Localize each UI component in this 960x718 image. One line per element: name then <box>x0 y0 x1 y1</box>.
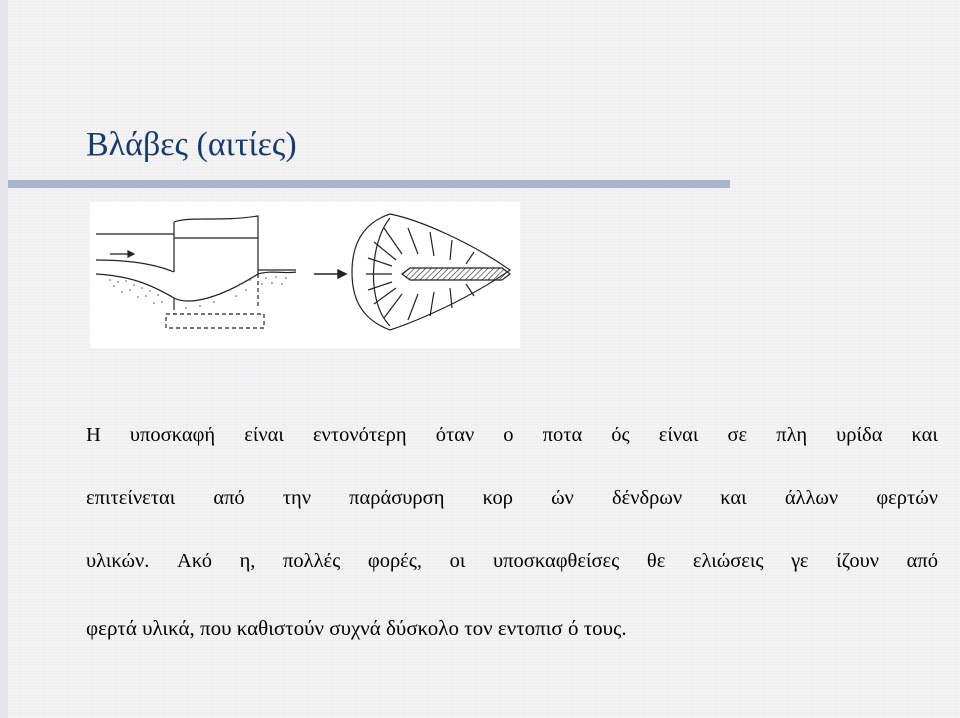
word: και <box>720 487 747 509</box>
word: είναι <box>658 424 699 446</box>
paragraph-line-1 <box>86 423 938 447</box>
word: υποσκαφθείσες <box>493 550 620 572</box>
word: όταν <box>435 424 475 446</box>
word: πλη <box>776 424 808 446</box>
word: Η <box>86 424 101 446</box>
title-divider <box>8 180 730 188</box>
word: εντονότερη <box>312 424 407 446</box>
word: υρίδα <box>836 424 883 446</box>
paragraph-line-2 <box>86 486 938 510</box>
word: γε <box>791 550 809 572</box>
word: την <box>282 487 312 509</box>
pier-plan <box>402 268 510 280</box>
word: από <box>906 550 938 572</box>
slide-title: Βλάβες (αιτίες) <box>86 126 297 163</box>
word: επιτείνεται <box>86 487 176 509</box>
word: και <box>911 424 938 446</box>
word: παράσυρση <box>349 487 445 509</box>
word: είναι <box>244 424 284 446</box>
word: Ακό <box>177 550 212 572</box>
word: από <box>213 487 245 509</box>
word: θε <box>646 550 666 572</box>
scour-diagram <box>90 202 520 348</box>
pier-cross-section <box>96 216 296 328</box>
word: ός <box>611 424 630 446</box>
slide-left-strip <box>0 0 8 718</box>
word: ίζουν <box>836 550 879 572</box>
word: κορ <box>482 487 513 509</box>
word: δένδρων <box>611 487 683 509</box>
paragraph-line-4: φερτά υλικά, που καθιστούν συχνά δύσκολο τον εντοπισ ό τους. <box>86 616 627 640</box>
word: σε <box>727 424 748 446</box>
transition-arrow <box>314 270 346 278</box>
word: υποσκαφή <box>129 424 216 446</box>
word: ελιώσεις <box>692 550 764 572</box>
word: οι <box>449 550 466 572</box>
word: πολλές <box>283 550 341 572</box>
word: ών <box>551 487 574 509</box>
word: άλλων <box>784 487 839 509</box>
word: ποτα <box>542 424 583 446</box>
word: η, <box>239 550 256 572</box>
word: υλικών. <box>86 550 150 572</box>
paragraph-line-3 <box>86 549 938 573</box>
word: φορές, <box>367 550 423 572</box>
word: φερτών <box>876 487 938 509</box>
word: ο <box>503 424 514 446</box>
